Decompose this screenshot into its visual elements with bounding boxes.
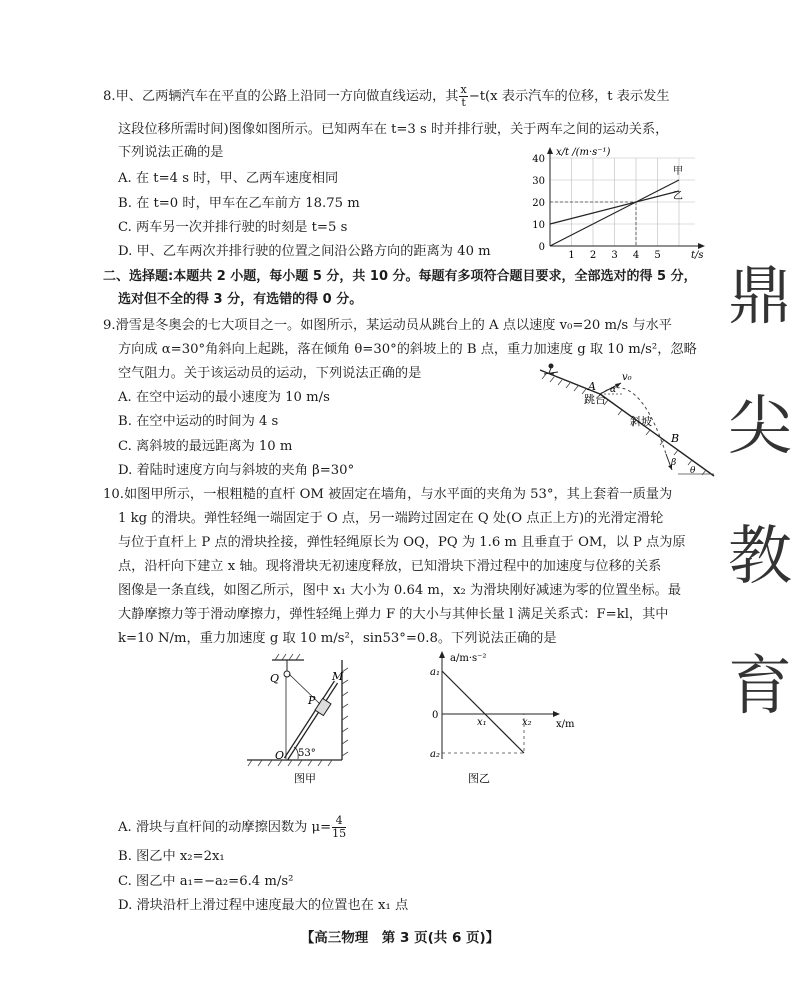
- q8-y-tick-label: 20: [532, 198, 545, 209]
- q8-x-tick-label: 2: [589, 250, 597, 261]
- page-footer: 【高三物理 第 3 页(共 6 页)】: [300, 930, 500, 946]
- watermark-char-4: 育: [728, 650, 792, 724]
- yi-y-label: a/m·s⁻²: [450, 653, 487, 664]
- q9-label-a: A: [588, 380, 596, 393]
- q9-platform-hatch: [542, 374, 586, 394]
- jia-label-p: P: [308, 694, 316, 707]
- q10-option-a-fraction: [332, 815, 346, 840]
- watermark-char-3: 教: [728, 520, 792, 594]
- jia-label-angle: 53°: [298, 748, 316, 759]
- yi-label-x2: x₂: [522, 717, 532, 728]
- yi-x-arrow: [553, 711, 560, 717]
- q9-option-b: B. 在空中运动的时间为 4 s: [118, 414, 279, 429]
- q8-y-axis-label: x/t /(m·s⁻¹): [556, 147, 611, 158]
- q10-option-c: C. 图乙中 a₁=−a₂=6.4 m/s²: [118, 874, 294, 889]
- jia-ceiling-hatch: [275, 654, 300, 660]
- q8-line-2: 这段位移所需时间)图像如图所示。已知两车在 t=3 s 时并排行驶，关于两车之间的运动关系，: [118, 122, 669, 137]
- q10-figure-yi: [420, 647, 595, 787]
- q10-option-a: [118, 815, 347, 840]
- q8-x-arrow: [698, 243, 705, 249]
- q9-line-1: 9.滑雪是冬奥会的七大项目之一。如图所示，某运动员从跳台上的 A 点以速度 v₀=20 m/s 与水平: [103, 318, 672, 333]
- yi-label-a2: a₂: [430, 749, 440, 760]
- q9-label-alpha: α: [610, 385, 617, 395]
- q10-line-3: 与位于直杆上 P 点的滑块拴接，弹性轻绳原长为 OQ，PQ 为 1.6 m 且垂直于 OM，以 P 点为原: [118, 535, 686, 550]
- q8-y-arrow: [547, 147, 553, 154]
- q9-line-3: 空气阻力。关于该运动员的运动，下列说法正确的是: [118, 366, 422, 381]
- q8-text-1b: −t(x 表示汽车的位移，t 表示发生: [468, 89, 670, 104]
- q8-x-tick-label: 3: [611, 250, 618, 261]
- q8-line-3: 下列说法正确的是: [118, 145, 224, 160]
- q10-option-d: D. 滑块沿杆上滑过程中速度最大的位置也在 x₁ 点: [118, 898, 409, 913]
- q9-slope: [600, 394, 714, 476]
- watermark-char-1: 鼎: [728, 260, 792, 334]
- yi-y-arrow: [439, 651, 445, 658]
- yi-label-zero: 0: [432, 710, 439, 721]
- q8-y-tick-label: 0: [538, 242, 545, 253]
- q8-y-tick-label: 40: [532, 154, 545, 165]
- jia-floor-hatch: [248, 760, 332, 766]
- jia-label-o: O: [275, 749, 285, 762]
- q10-figure-jia: [242, 652, 367, 787]
- q9-line-2: 方向成 α=30°角斜向上起跳，落在倾角 θ=30°的斜坡上的 B 点，重力加速度 g 取 10 m/s²，忽略: [118, 342, 697, 357]
- section2-line-1: 二、选择题:本题共 2 小题，每小题 5 分，共 10 分。每题有多项符合题目要求，全部选对的得 5 分，: [103, 269, 697, 284]
- q8-frac-num: x: [460, 83, 467, 96]
- q8-fraction: [459, 84, 467, 109]
- q10-line-7: k=10 N/m，重力加速度 g 取 10 m/s²，sin53°=0.8。下列说法正确的是: [118, 631, 557, 646]
- q8-option-a: A. 在 t=4 s 时，甲、乙两车速度相同: [118, 171, 339, 186]
- q8-x-tick-label: 4: [632, 250, 640, 261]
- jia-label-m: M: [332, 670, 344, 683]
- q8-option-d: D. 甲、乙车两次并排行驶的位置之间沿公路方向的距离为 40 m: [118, 244, 491, 259]
- q9-ski-figure: [538, 362, 716, 480]
- yi-x-label: x/m: [556, 719, 575, 730]
- section2-line-2: 选对但不全的得 3 分，有选错的得 0 分。: [118, 292, 363, 307]
- q8-line-1: [103, 84, 670, 109]
- q10-line-6: 大静摩擦力等于滑动摩擦力，弹性轻绳上弹力 F 的大小与其伸长量 l 满足关系式：F=kl，其中: [118, 607, 669, 622]
- q8-frac-den: t: [461, 96, 466, 109]
- q9-label-slope: 斜坡: [630, 415, 652, 428]
- q10-line-4: 点，沿杆向下建立 x 轴。现将滑块无初速度释放，已知滑块下滑过程中的加速度与位移的关系: [118, 559, 662, 574]
- q9-option-c: C. 离斜坡的最远距离为 10 m: [118, 439, 293, 454]
- q8-x-axis-label: t/s: [691, 250, 704, 261]
- q10-frac-den: 15: [332, 827, 347, 840]
- q8-option-c: C. 两车另一次并排行驶的时刻是 t=5 s: [118, 220, 348, 235]
- q8-y-tick-label: 30: [532, 176, 545, 187]
- q8-series-label: 乙: [673, 191, 683, 202]
- yi-caption: 图乙: [468, 772, 490, 785]
- yi-line: [442, 671, 524, 753]
- q8-series-label: 甲: [673, 166, 683, 177]
- yi-label-a1: a₁: [430, 667, 440, 678]
- yi-label-x1: x₁: [477, 717, 487, 728]
- q8-x-tick-label: 1: [568, 250, 575, 261]
- q10-line-5: 图像是一条直线，如图乙所示，图中 x₁ 大小为 0.64 m，x₂ 为滑块刚好减速为零的位置坐标。最: [118, 583, 682, 598]
- q10-option-a-text: A. 滑块与直杆间的动摩擦因数为 μ=: [118, 820, 332, 835]
- q8-x-tick-label: 5: [654, 250, 661, 261]
- q10-line-2: 1 kg 的滑块。弹性轻绳一端固定于 O 点，另一端跨过固定在 Q 处(O 点正上方)的光滑定滑轮: [118, 511, 664, 526]
- q9-label-b: B: [671, 432, 680, 445]
- jia-label-q: Q: [270, 672, 280, 685]
- jia-caption: 图甲: [294, 772, 316, 785]
- q9-label-v0: v₀: [622, 372, 632, 383]
- watermark-char-2: 尖: [728, 390, 792, 464]
- q10-frac-num: 4: [332, 815, 346, 828]
- q8-text-1a: 8.甲、乙两辆汽车在平直的公路上沿同一方向做直线运动，其: [103, 89, 459, 104]
- q9-label-beta: β: [671, 458, 677, 468]
- q9-slope-hatch: [604, 400, 706, 475]
- q9-label-platform: 跳台: [584, 393, 606, 406]
- q8-y-tick-label: 10: [532, 220, 545, 231]
- q10-option-b: B. 图乙中 x₂=2x₁: [118, 849, 225, 864]
- q8-option-b: B. 在 t=0 时，甲车在乙车前方 18.75 m: [118, 196, 360, 211]
- q9-option-a: A. 在空中运动的最小速度为 10 m/s: [118, 390, 330, 405]
- q8-xt-chart: [520, 145, 710, 265]
- q9-option-d: D. 着陆时速度方向与斜坡的夹角 β=30°: [118, 463, 355, 478]
- q9-label-theta: θ: [690, 466, 696, 476]
- q10-line-1: 10.如图甲所示，一根粗糙的直杆 OM 被固定在墙角，与水平面的夹角为 53°，其上套着一质量为: [103, 487, 673, 502]
